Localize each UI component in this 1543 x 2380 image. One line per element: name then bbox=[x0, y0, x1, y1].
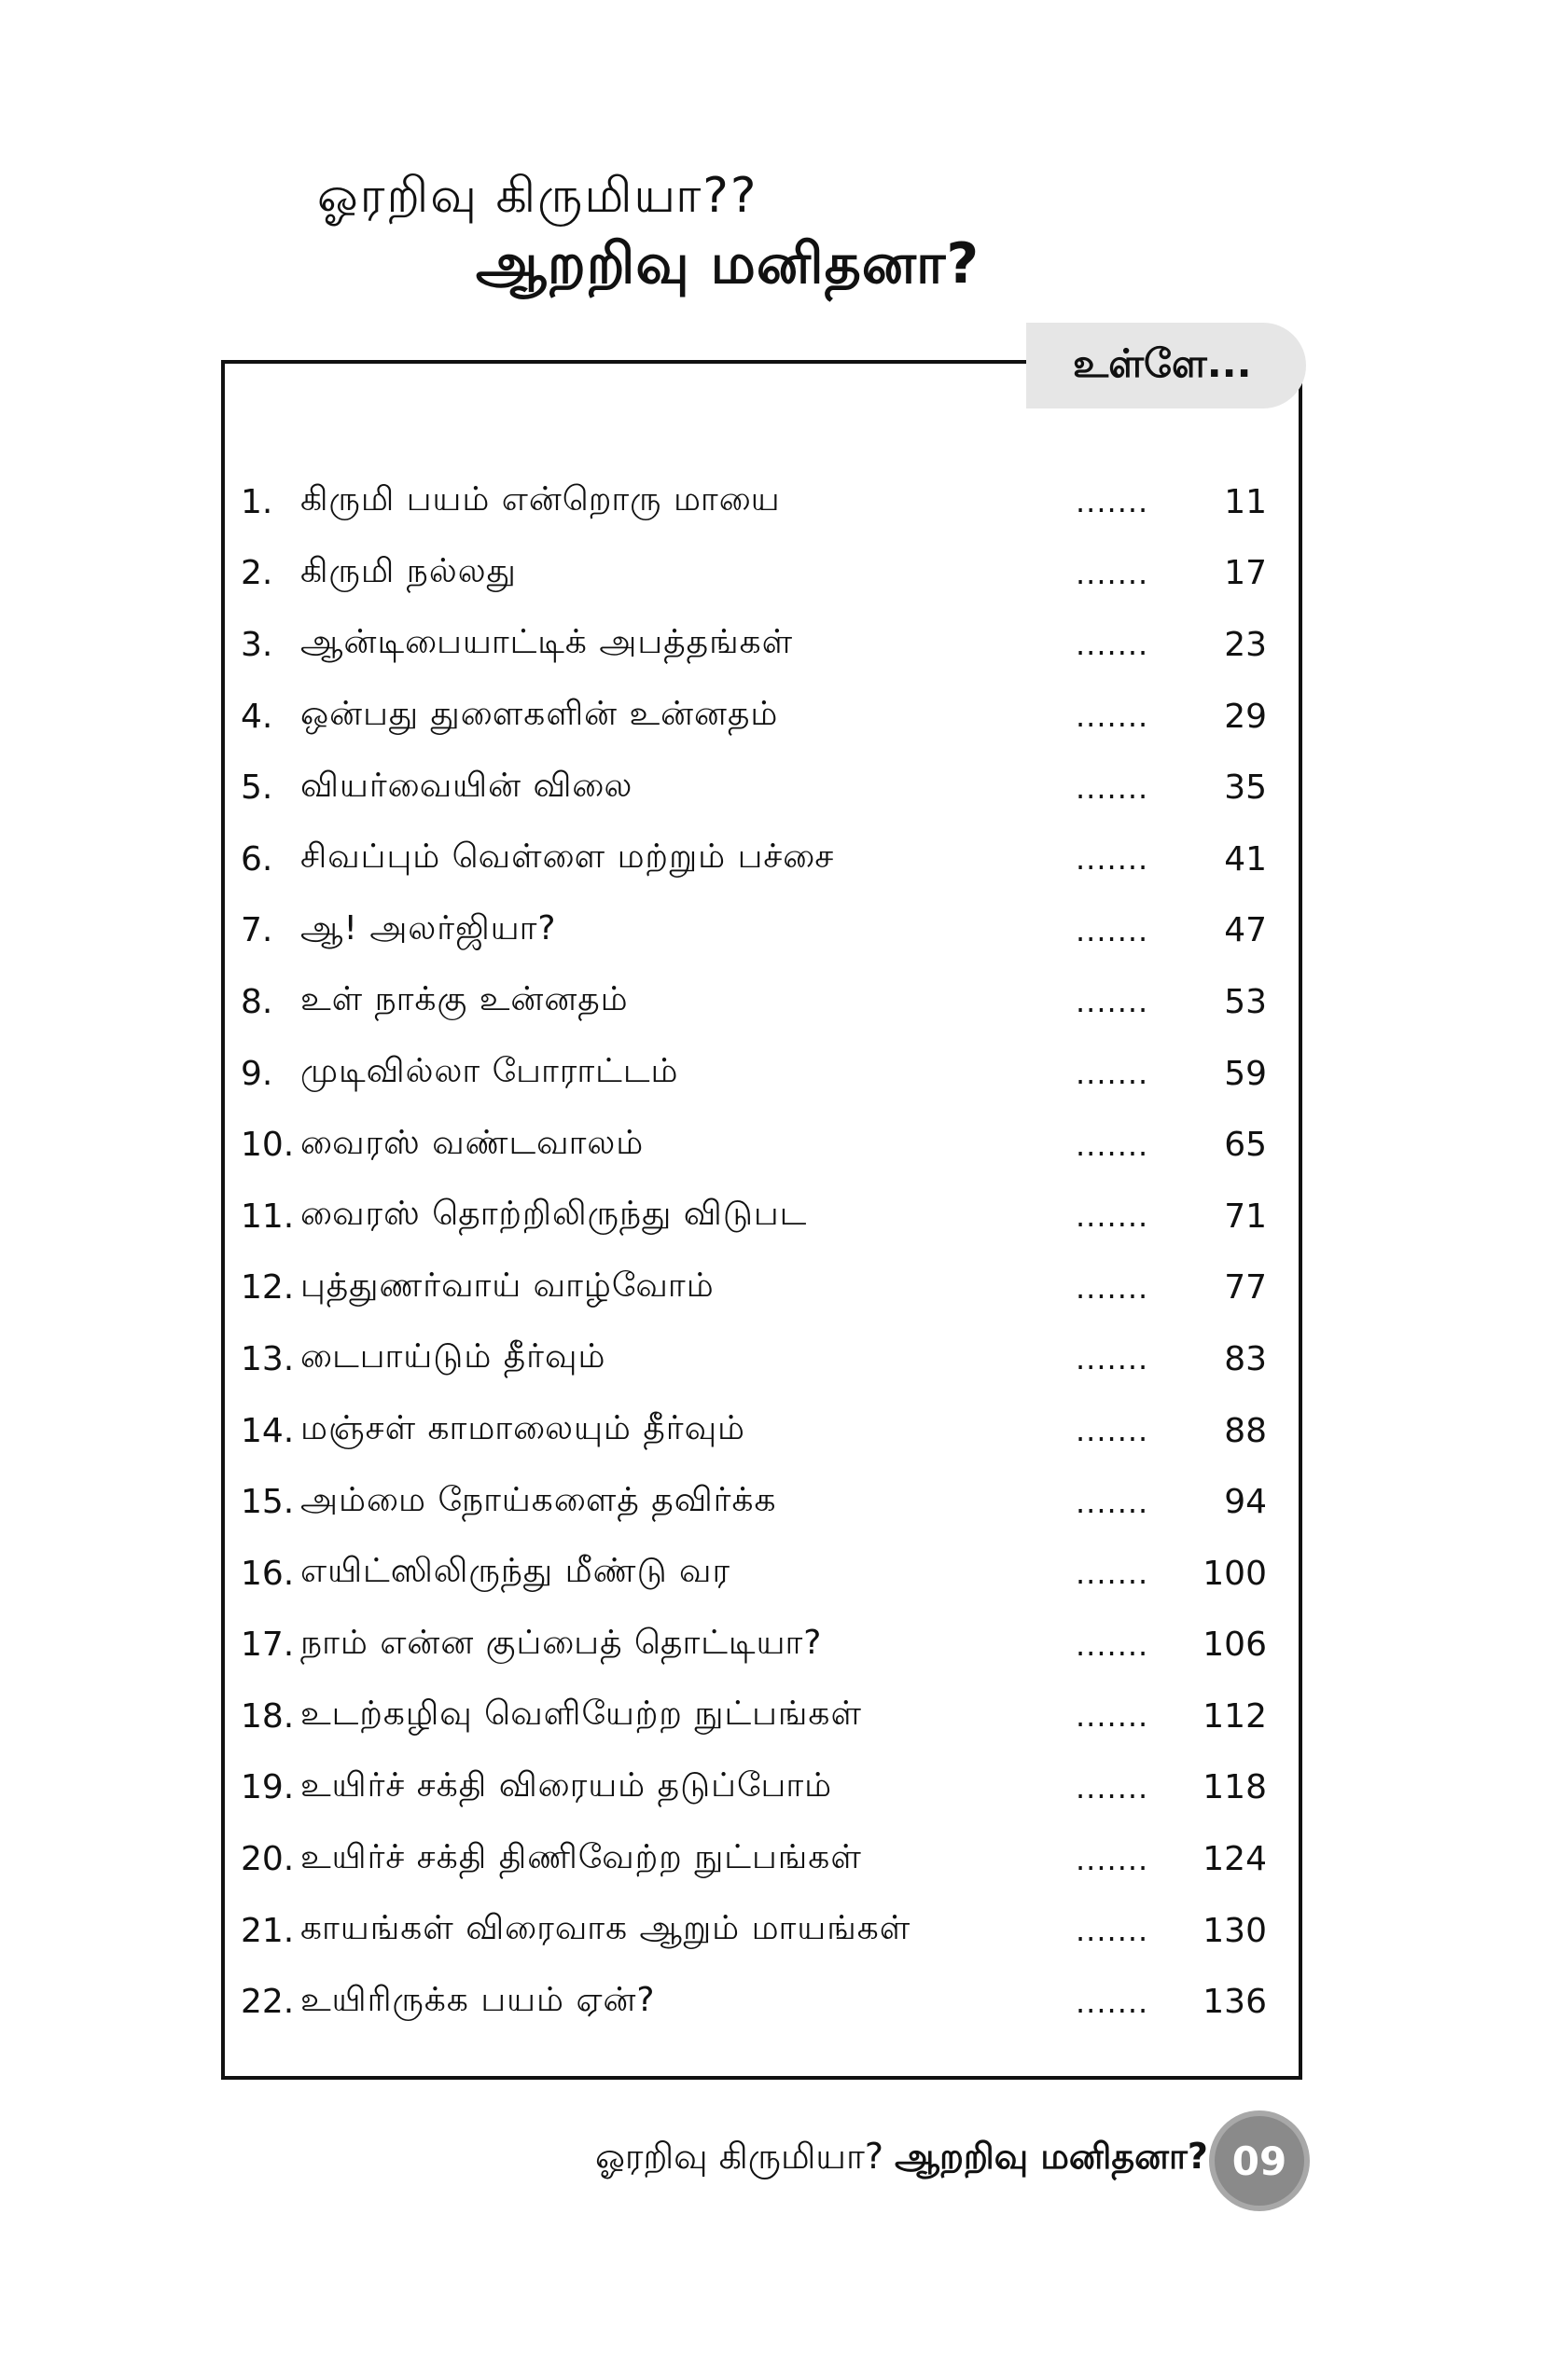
toc-entry-page: 35 bbox=[1224, 768, 1267, 808]
toc-entry-title: அம்மை நோய்களைத் தவிர்க்க bbox=[300, 1480, 777, 1519]
toc-leader-dots: ....... bbox=[1076, 484, 1149, 520]
toc-entry bbox=[241, 681, 1267, 753]
toc-entry bbox=[241, 466, 1267, 538]
toc-entry bbox=[241, 1610, 1267, 1681]
toc-entry-number: 14. bbox=[241, 1411, 295, 1450]
toc-leader-dots: ....... bbox=[1076, 1556, 1149, 1592]
toc-entry-title: முடிவில்லா போராட்டம் bbox=[300, 1052, 679, 1091]
toc-entry-page: 53 bbox=[1224, 982, 1267, 1021]
toc-entry-page: 41 bbox=[1224, 839, 1267, 879]
toc-entry-number: 7. bbox=[241, 911, 273, 950]
toc-leader-dots: ....... bbox=[1076, 1984, 1149, 2020]
toc-leader-dots: ....... bbox=[1076, 555, 1149, 591]
toc-entry-page: 23 bbox=[1224, 625, 1267, 664]
toc-entry bbox=[241, 1966, 1267, 2038]
toc-entry-title: ஒன்பது துளைகளின் உன்னதம் bbox=[300, 695, 779, 734]
toc-entry-page: 47 bbox=[1224, 911, 1267, 950]
toc-entry-title: ஆ! அலர்ஜியா? bbox=[300, 908, 557, 948]
toc-leader-dots: ....... bbox=[1076, 1127, 1149, 1163]
toc-leader-dots: ....... bbox=[1076, 1841, 1149, 1877]
toc-entry-title: சிவப்பும் வெள்ளை மற்றும் பச்சை bbox=[300, 837, 835, 877]
toc-entry bbox=[241, 1323, 1267, 1395]
toc-entry-title: உடற்கழிவு வெளியேற்ற நுட்பங்கள் bbox=[300, 1695, 862, 1734]
toc-entry-number: 13. bbox=[241, 1339, 295, 1378]
toc-leader-dots: ....... bbox=[1076, 841, 1149, 878]
toc-entry-number: 9. bbox=[241, 1054, 273, 1093]
toc-entry-number: 20. bbox=[241, 1840, 295, 1879]
toc-entry-number: 17. bbox=[241, 1626, 295, 1665]
toc-entry-page: 29 bbox=[1224, 697, 1267, 736]
toc-entry-title: டைபாய்டும் தீர்வும் bbox=[300, 1337, 606, 1377]
toc-entry bbox=[241, 752, 1267, 823]
toc-entry-page: 83 bbox=[1224, 1339, 1267, 1378]
toc-entry-number: 21. bbox=[241, 1911, 295, 1950]
toc-entry-title: மஞ்சள் காமாலையும் தீர்வும் bbox=[300, 1409, 746, 1448]
toc-entry bbox=[241, 1823, 1267, 1895]
footer-text-part1: ஓரறிவு கிருமியா? bbox=[595, 2136, 884, 2177]
toc-entry-page: 88 bbox=[1224, 1411, 1267, 1450]
toc-entry-number: 5. bbox=[241, 768, 273, 808]
toc-entry-title: உயிரிருக்க பயம் ஏன்? bbox=[300, 1980, 656, 2019]
toc-entry-title: கிருமி பயம் என்றொரு மாயை bbox=[300, 480, 781, 519]
toc-entry-title: வைரஸ் தொற்றிலிருந்து விடுபட bbox=[300, 1195, 808, 1234]
toc-leader-dots: ....... bbox=[1076, 1698, 1149, 1735]
toc-entry-title: வியர்வையின் விலை bbox=[300, 766, 633, 805]
toc-entry-number: 18. bbox=[241, 1696, 295, 1736]
book-title-line2: ஆறறிவு மனிதனா? bbox=[476, 231, 980, 297]
toc-entry-page: 112 bbox=[1202, 1696, 1267, 1736]
contents-heading-tab: உள்ளே... bbox=[1026, 323, 1306, 408]
toc-leader-dots: ....... bbox=[1076, 1198, 1149, 1235]
toc-entry-title: புத்துணர்வாய் வாழ்வோம் bbox=[300, 1266, 715, 1305]
toc-leader-dots: ....... bbox=[1076, 1769, 1149, 1806]
toc-entry-title: வைரஸ் வண்டவாலம் bbox=[300, 1123, 645, 1162]
toc-entry-page: 11 bbox=[1224, 482, 1267, 521]
table-of-contents bbox=[241, 466, 1267, 2038]
toc-entry-page: 136 bbox=[1202, 1983, 1267, 2022]
toc-leader-dots: ....... bbox=[1076, 1626, 1149, 1663]
toc-entry-number: 15. bbox=[241, 1483, 295, 1522]
toc-entry bbox=[241, 1681, 1267, 1752]
toc-entry-page: 118 bbox=[1202, 1768, 1267, 1807]
toc-entry-page: 100 bbox=[1202, 1554, 1267, 1593]
toc-entry-number: 8. bbox=[241, 982, 273, 1021]
toc-leader-dots: ....... bbox=[1076, 1056, 1149, 1092]
toc-entry bbox=[241, 1252, 1267, 1324]
book-title-line1: ஓரறிவு கிருமியா?? bbox=[317, 168, 758, 224]
toc-entry bbox=[241, 895, 1267, 967]
toc-leader-dots: ....... bbox=[1076, 1913, 1149, 1949]
toc-entry-page: 17 bbox=[1224, 554, 1267, 593]
toc-entry bbox=[241, 1038, 1267, 1110]
toc-entry-page: 130 bbox=[1202, 1911, 1267, 1950]
toc-entry-number: 4. bbox=[241, 697, 273, 736]
toc-entry-number: 16. bbox=[241, 1554, 295, 1593]
footer-text-part2: ஆறறிவு மனிதனா? bbox=[895, 2136, 1208, 2177]
toc-entry-page: 65 bbox=[1224, 1126, 1267, 1165]
toc-entry-number: 11. bbox=[241, 1197, 295, 1236]
toc-entry-number: 6. bbox=[241, 839, 273, 879]
toc-entry-title: எயிட்ஸிலிருந்து மீண்டு வர bbox=[300, 1552, 731, 1591]
toc-entry bbox=[241, 1895, 1267, 1967]
toc-entry-title: ஆன்டிபையாட்டிக் அபத்தங்கள் bbox=[300, 623, 794, 662]
toc-entry-number: 12. bbox=[241, 1268, 295, 1308]
toc-entry-title: கிருமி நல்லது bbox=[300, 551, 517, 590]
page-number-badge: 09 bbox=[1215, 2116, 1304, 2206]
toc-leader-dots: ....... bbox=[1076, 1341, 1149, 1377]
toc-entry-number: 3. bbox=[241, 625, 273, 664]
toc-leader-dots: ....... bbox=[1076, 769, 1149, 806]
toc-entry-page: 59 bbox=[1224, 1054, 1267, 1093]
toc-entry bbox=[241, 1466, 1267, 1538]
toc-entry-title: உள் நாக்கு உன்னதம் bbox=[300, 980, 629, 1019]
toc-entry-number: 10. bbox=[241, 1126, 295, 1165]
toc-entry-number: 1. bbox=[241, 482, 273, 521]
toc-entry bbox=[241, 1181, 1267, 1252]
toc-entry-number: 19. bbox=[241, 1768, 295, 1807]
running-footer bbox=[595, 2136, 1208, 2182]
toc-leader-dots: ....... bbox=[1076, 699, 1149, 735]
toc-entry bbox=[241, 1109, 1267, 1181]
toc-leader-dots: ....... bbox=[1076, 1269, 1149, 1306]
toc-entry-page: 77 bbox=[1224, 1268, 1267, 1308]
toc-entry-page: 71 bbox=[1224, 1197, 1267, 1236]
toc-leader-dots: ....... bbox=[1076, 1484, 1149, 1520]
toc-entry-number: 22. bbox=[241, 1983, 295, 2022]
toc-entry-title: உயிர்ச் சக்தி திணிவேற்ற நுட்பங்கள் bbox=[300, 1837, 862, 1876]
toc-entry bbox=[241, 1538, 1267, 1610]
toc-entry bbox=[241, 1395, 1267, 1467]
toc-leader-dots: ....... bbox=[1076, 912, 1149, 948]
toc-entry-number: 2. bbox=[241, 554, 273, 593]
toc-entry-page: 106 bbox=[1202, 1626, 1267, 1665]
toc-entry bbox=[241, 538, 1267, 610]
toc-entry-title: நாம் என்ன குப்பைத் தொட்டியா? bbox=[300, 1623, 823, 1662]
toc-entry-page: 94 bbox=[1224, 1483, 1267, 1522]
toc-entry bbox=[241, 823, 1267, 895]
toc-entry bbox=[241, 1752, 1267, 1824]
toc-leader-dots: ....... bbox=[1076, 627, 1149, 663]
toc-leader-dots: ....... bbox=[1076, 984, 1149, 1020]
toc-entry bbox=[241, 966, 1267, 1038]
toc-leader-dots: ....... bbox=[1076, 1413, 1149, 1449]
toc-entry bbox=[241, 609, 1267, 681]
toc-entry-page: 124 bbox=[1202, 1840, 1267, 1879]
toc-entry-title: உயிர்ச் சக்தி விரையம் தடுப்போம் bbox=[300, 1765, 833, 1805]
toc-entry-title: காயங்கள் விரைவாக ஆறும் மாயங்கள் bbox=[300, 1909, 911, 1948]
